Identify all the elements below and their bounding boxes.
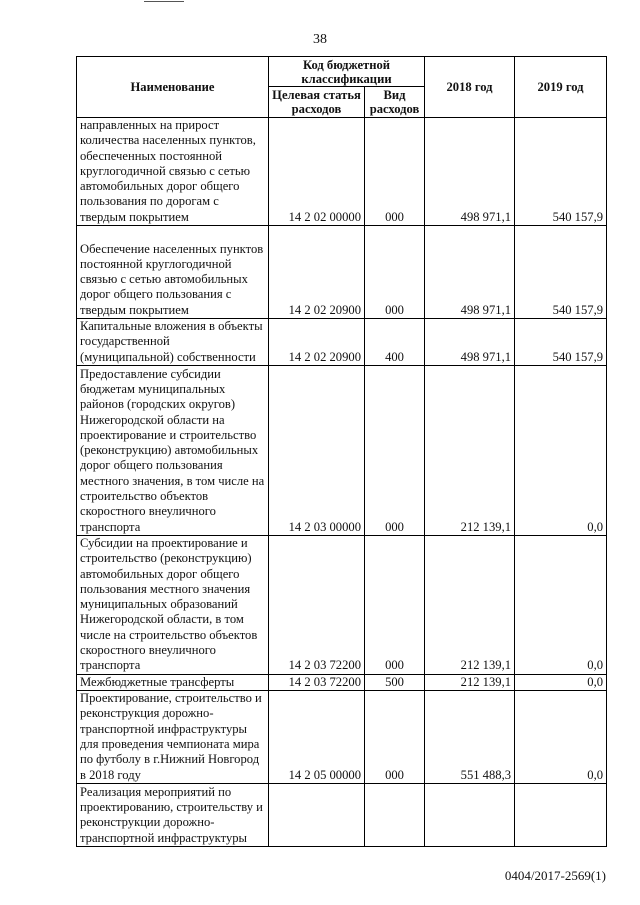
page-number: 38: [313, 32, 327, 47]
row-name: Межбюджетные трансферты: [77, 674, 269, 690]
header-year-2018: 2018 год: [425, 57, 515, 118]
row-expense-type: 000: [365, 365, 425, 535]
row-amount-2019: [515, 783, 607, 846]
row-name: Проектирование, строительство и реконструкция дорожно-транспортной инфраструктуры для проведения чемпионата мира по футболу в г.Нижний Новгород в 2018 году: [77, 690, 269, 783]
row-amount-2018: [425, 783, 515, 846]
header-name: Наименование: [77, 57, 269, 118]
row-name: направленных на прирост количества населенных пунктов, обеспеченных постоянной круглогодичной связью с сетью автомобильных дорог общего пользования по дорогам с твердым покрытием: [77, 118, 269, 226]
header-expense-type: Вид расходов: [365, 87, 425, 118]
table-row: [77, 674, 607, 690]
header-target-article: Целевая статья расходов: [269, 87, 365, 118]
row-expense-type: 000: [365, 690, 425, 783]
row-expense-type: 000: [365, 535, 425, 674]
header-classification: Код бюджетной классификации: [269, 57, 425, 87]
scan-artifact-line: [144, 1, 184, 2]
row-amount-2018: 498 971,1: [425, 118, 515, 226]
row-expense-type: 500: [365, 674, 425, 690]
header-year-2019: 2019 год: [515, 57, 607, 118]
row-target-code: 14 2 03 00000: [269, 365, 365, 535]
row-name: Субсидии на проектирование и строительство (реконструкцию) автомобильных дорог общего пользования местного значения муниципальных образований Нижегородской области, в том числе на строительство объектов скоростного внеуличного транспорта: [77, 535, 269, 674]
document-reference: 0404/2017-2569(1): [504, 868, 606, 883]
row-expense-type: [365, 783, 425, 846]
row-expense-type: 000: [365, 118, 425, 226]
table-header: [77, 57, 607, 118]
row-target-code: 14 2 02 00000: [269, 118, 365, 226]
row-amount-2018: 212 139,1: [425, 674, 515, 690]
table-row: [77, 535, 607, 674]
row-amount-2019: 0,0: [515, 535, 607, 674]
table-row: [77, 118, 607, 226]
budget-table: [76, 56, 607, 847]
row-name: Реализация мероприятий по проектированию, строительству и реконструкции дорожно-транспортной инфраструктуры: [77, 783, 269, 846]
row-amount-2018: 212 139,1: [425, 365, 515, 535]
row-expense-type: 400: [365, 319, 425, 366]
row-amount-2019: 0,0: [515, 690, 607, 783]
row-expense-type: 000: [365, 226, 425, 319]
row-amount-2019: 540 157,9: [515, 319, 607, 366]
row-amount-2019: 540 157,9: [515, 226, 607, 319]
row-amount-2019: 540 157,9: [515, 118, 607, 226]
row-target-code: [269, 783, 365, 846]
row-target-code: 14 2 03 72200: [269, 674, 365, 690]
table-row: [77, 783, 607, 846]
table-body: [77, 118, 607, 847]
row-target-code: 14 2 02 20900: [269, 319, 365, 366]
row-name: Обеспечение населенных пунктов постоянной круглогодичной связью с сетью автомобильных дорог общего пользования с твердым покрытием: [77, 226, 269, 319]
table-row: [77, 690, 607, 783]
table-row: [77, 319, 607, 366]
row-amount-2019: 0,0: [515, 365, 607, 535]
row-amount-2018: 212 139,1: [425, 535, 515, 674]
row-amount-2018: 551 488,3: [425, 690, 515, 783]
row-amount-2018: 498 971,1: [425, 319, 515, 366]
row-target-code: 14 2 03 72200: [269, 535, 365, 674]
table-row: [77, 226, 607, 319]
table-row: [77, 365, 607, 535]
row-target-code: 14 2 02 20900: [269, 226, 365, 319]
row-amount-2019: 0,0: [515, 674, 607, 690]
row-name: Предоставление субсидии бюджетам муниципальных районов (городских округов) Нижегородской области на проектирование и строительство (реконструкцию) автомобильных дорог общего пользования местного значения, в том числе на строительство объектов скоростного внеуличного транспорта: [77, 365, 269, 535]
row-amount-2018: 498 971,1: [425, 226, 515, 319]
row-target-code: 14 2 05 00000: [269, 690, 365, 783]
row-name: Капитальные вложения в объекты государственной (муниципальной) собственности: [77, 319, 269, 366]
